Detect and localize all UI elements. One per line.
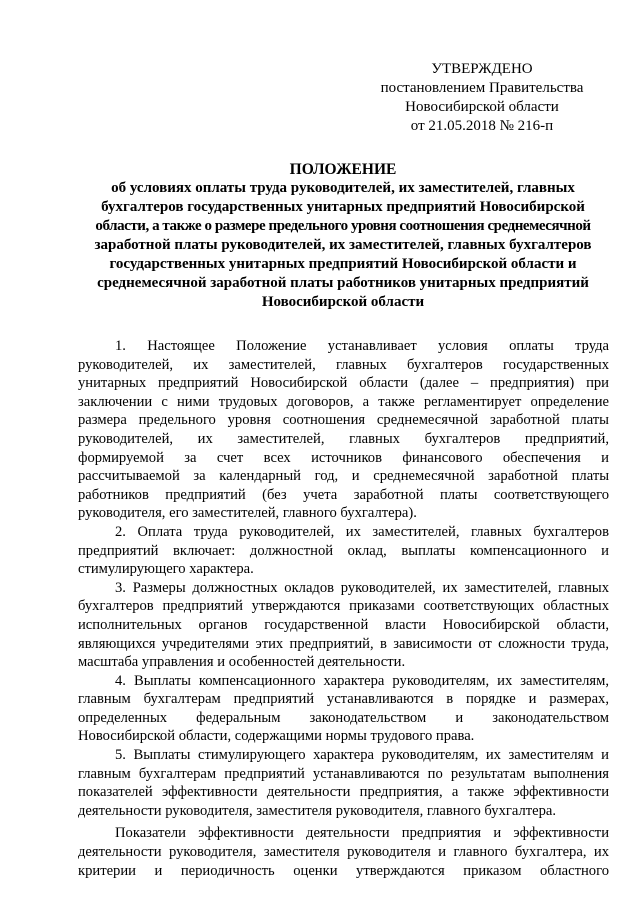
text-line: определенных федеральным законодательством и законодательством xyxy=(78,709,609,726)
text-line: предприятий включает: должностной оклад, выплаты компенсационного и xyxy=(78,542,609,559)
title-line: заработной платы руководителей, их заместителей, главных бухгалтеров xyxy=(94,237,592,253)
text-line: работников предприятий (без учета заработной платы соответствующего xyxy=(78,486,609,503)
title-line: Новосибирской области xyxy=(261,294,425,310)
text-line: показателей эффективности деятельности предприятия, а также эффективности xyxy=(78,784,609,801)
document-body xyxy=(78,337,609,880)
approval-title: УТВЕРЖДЕНО xyxy=(431,61,533,77)
text-line: 1. Настоящее Положение устанавливает условия оплаты труда xyxy=(115,338,609,354)
document-heading: ПОЛОЖЕНИЕ xyxy=(289,161,397,178)
document-title xyxy=(78,160,608,312)
text-line: рассчитываемой за календарный год, и среднемесячной заработной платы xyxy=(78,468,609,485)
paragraph-3 xyxy=(78,579,609,672)
text-line: 3. Размеры должностных окладов руководителей, их заместителей, главных xyxy=(115,579,609,596)
text-line: деятельности руководителя, заместителя руководителя, главного бухгалтера. xyxy=(78,802,557,819)
approval-date-number: от 21.05.2018 № 216-п xyxy=(410,118,554,134)
text-line: 5. Выплаты стимулирующего характера руководителям, их заместителям и xyxy=(115,747,609,764)
title-line: среднемесячной заработной платы работников унитарных предприятий xyxy=(97,275,589,291)
text-line: руководителей, их заместителей, главных бухгалтеров предприятий, xyxy=(78,430,609,447)
text-line: главным бухгалтерам предприятий устанавливаются по результатам выполнения xyxy=(78,765,609,782)
text-line: Новосибирской области, содержащими нормы трудового права. xyxy=(78,728,475,745)
approval-region: Новосибирской области xyxy=(405,99,559,115)
text-line: бухгалтеров предприятий утверждаются приказами соответствующих областных xyxy=(78,598,609,615)
title-line: об условиях оплаты труда руководителей, их заместителей, главных xyxy=(111,180,575,196)
text-line: стимулирующего характера. xyxy=(78,561,254,578)
text-line: 2. Оплата труда руководителей, их заместителей, главных бухгалтеров xyxy=(115,523,609,540)
text-line: формируемой за счет всех источников финансового обеспечения и xyxy=(78,449,609,466)
text-line: руководителя, его заместителей, главного бухгалтера). xyxy=(78,505,417,522)
paragraph-6 xyxy=(78,824,609,880)
text-line: 4. Выплаты компенсационного характера руководителям, их заместителям, xyxy=(115,672,609,689)
text-line: размера предельного уровня соотношения среднемесячной заработной платы xyxy=(78,412,609,429)
paragraph-2 xyxy=(78,523,609,579)
text-line: являющихся учредителями этих предприятий, в зависимости от сложности труда, xyxy=(78,635,609,652)
title-line: области, а также о размере предельного уровня соотношения среднемесячной xyxy=(95,218,591,234)
text-line: унитарных предприятий Новосибирской области (далее – предприятия) при xyxy=(78,375,609,392)
text-line: деятельности руководителя, заместителя руководителя и главного бухгалтера, их xyxy=(78,844,609,861)
paragraph-5 xyxy=(78,746,609,820)
text-line: Показатели эффективности деятельности предприятия и эффективности xyxy=(115,825,609,842)
text-line: заключении с ними трудовых договоров, а также регламентирует определение xyxy=(78,393,609,410)
approval-stamp xyxy=(362,60,602,136)
text-line: масштаба управления и особенностей деятельности. xyxy=(78,654,406,671)
text-line: руководителей, их заместителей, главных бухгалтеров государственных xyxy=(78,356,609,373)
title-line: государственных унитарных предприятий Новосибирской области и xyxy=(109,256,577,272)
text-line: критерии и периодичность оценки утверждаются приказом областного xyxy=(78,862,609,879)
text-line: главным бухгалтерам предприятий устанавливаются в порядке и размерах, xyxy=(78,691,609,708)
approval-issuer: постановлением Правительства xyxy=(380,80,584,96)
title-line: бухгалтеров государственных унитарных предприятий Новосибирской xyxy=(101,199,585,215)
paragraph-1 xyxy=(78,337,609,523)
text-line: исполнительных органов государственной власти Новосибирской области, xyxy=(78,616,609,633)
paragraph-4 xyxy=(78,672,609,746)
